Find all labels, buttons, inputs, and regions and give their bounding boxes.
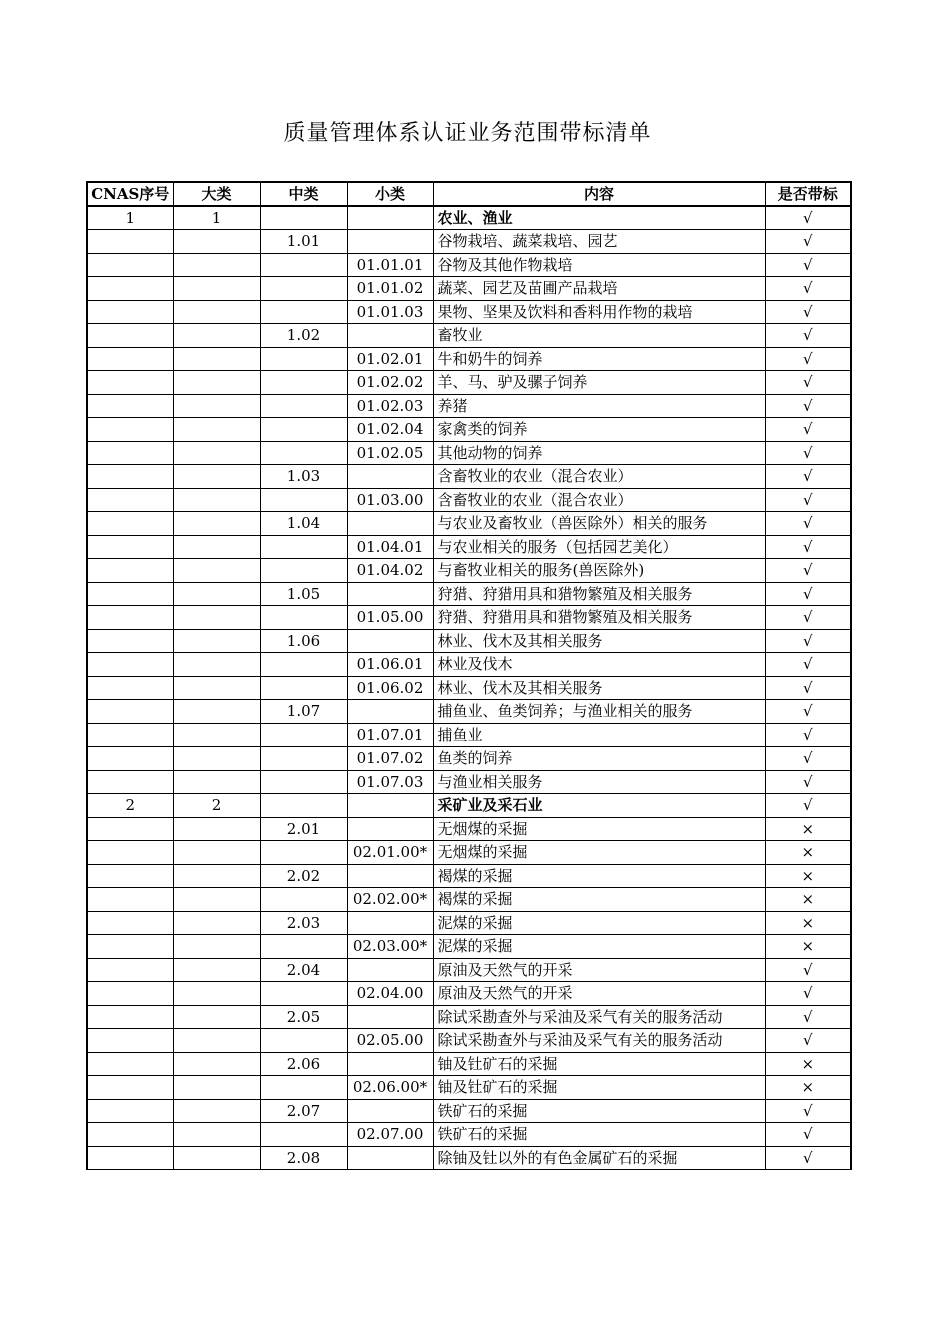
mark-flag-cell: √ <box>765 441 851 465</box>
header-content: 内容 <box>433 182 765 206</box>
small-category-cell <box>347 1005 433 1029</box>
cnas-cell <box>87 770 173 794</box>
table-row <box>87 794 851 818</box>
content-cell: 林业及伐木 <box>433 653 765 677</box>
large-category-cell <box>173 1099 260 1123</box>
mid-category-cell: 1.02 <box>260 324 347 348</box>
large-category-cell <box>173 653 260 677</box>
mid-category-cell: 2.06 <box>260 1052 347 1076</box>
content-cell: 含畜牧业的农业（混合农业） <box>433 488 765 512</box>
large-category-cell <box>173 1005 260 1029</box>
cnas-cell <box>87 347 173 371</box>
mark-flag-cell: √ <box>765 324 851 348</box>
cnas-cell <box>87 1123 173 1147</box>
mid-category-cell <box>260 371 347 395</box>
cnas-cell <box>87 723 173 747</box>
content-cell: 羊、马、驴及骡子饲养 <box>433 371 765 395</box>
large-category-cell <box>173 418 260 442</box>
mid-category-cell: 2.07 <box>260 1099 347 1123</box>
cnas-cell <box>87 1052 173 1076</box>
large-category-cell <box>173 676 260 700</box>
large-category-cell <box>173 394 260 418</box>
table-row <box>87 606 851 630</box>
small-category-cell <box>347 512 433 536</box>
table-row <box>87 559 851 583</box>
mid-category-cell: 1.07 <box>260 700 347 724</box>
cnas-cell <box>87 488 173 512</box>
large-category-cell <box>173 770 260 794</box>
large-category-cell <box>173 441 260 465</box>
large-category-cell <box>173 488 260 512</box>
content-cell: 无烟煤的采掘 <box>433 841 765 865</box>
mid-category-cell <box>260 770 347 794</box>
table-row <box>87 1029 851 1053</box>
large-category-cell: 2 <box>173 794 260 818</box>
large-category-cell <box>173 723 260 747</box>
content-cell: 农业、渔业 <box>433 206 765 230</box>
small-category-cell <box>347 582 433 606</box>
content-cell: 采矿业及采石业 <box>433 794 765 818</box>
content-cell: 养猪 <box>433 394 765 418</box>
small-category-cell <box>347 206 433 230</box>
mid-category-cell <box>260 794 347 818</box>
cnas-cell <box>87 958 173 982</box>
mid-category-cell: 2.05 <box>260 1005 347 1029</box>
mid-category-cell <box>260 1123 347 1147</box>
small-category-cell: 01.01.03 <box>347 300 433 324</box>
header-mid-category: 中类 <box>260 182 347 206</box>
table-body <box>87 206 851 1170</box>
large-category-cell <box>173 512 260 536</box>
table-row <box>87 253 851 277</box>
small-category-cell: 01.04.01 <box>347 535 433 559</box>
large-category-cell <box>173 841 260 865</box>
content-cell: 除试采勘查外与采油及采气有关的服务活动 <box>433 1005 765 1029</box>
content-cell: 无烟煤的采掘 <box>433 817 765 841</box>
large-category-cell <box>173 230 260 254</box>
mid-category-cell: 2.04 <box>260 958 347 982</box>
mark-flag-cell: √ <box>765 253 851 277</box>
mid-category-cell <box>260 935 347 959</box>
table-row <box>87 277 851 301</box>
small-category-cell <box>347 1052 433 1076</box>
small-category-cell: 01.02.02 <box>347 371 433 395</box>
content-cell: 畜牧业 <box>433 324 765 348</box>
mid-category-cell: 1.05 <box>260 582 347 606</box>
small-category-cell <box>347 465 433 489</box>
mark-flag-cell: × <box>765 1052 851 1076</box>
table-row <box>87 347 851 371</box>
large-category-cell <box>173 535 260 559</box>
content-cell: 含畜牧业的农业（混合农业） <box>433 465 765 489</box>
content-cell: 原油及天然气的开采 <box>433 958 765 982</box>
mid-category-cell <box>260 982 347 1006</box>
mark-flag-cell: × <box>765 935 851 959</box>
table-row <box>87 206 851 230</box>
mark-flag-cell: √ <box>765 1123 851 1147</box>
large-category-cell <box>173 911 260 935</box>
large-category-cell <box>173 958 260 982</box>
mark-flag-cell: √ <box>765 1146 851 1170</box>
table-row <box>87 629 851 653</box>
mark-flag-cell: × <box>765 911 851 935</box>
large-category-cell <box>173 935 260 959</box>
large-category-cell <box>173 1076 260 1100</box>
mid-category-cell <box>260 253 347 277</box>
cnas-cell <box>87 606 173 630</box>
mark-flag-cell: √ <box>765 277 851 301</box>
small-category-cell <box>347 817 433 841</box>
header-mark-flag: 是否带标 <box>765 182 851 206</box>
large-category-cell <box>173 559 260 583</box>
mark-flag-cell: √ <box>765 1029 851 1053</box>
cnas-cell <box>87 629 173 653</box>
table-row <box>87 864 851 888</box>
table-row <box>87 935 851 959</box>
table-row <box>87 230 851 254</box>
small-category-cell <box>347 958 433 982</box>
content-cell: 狩猎、狩猎用具和猎物繁殖及相关服务 <box>433 606 765 630</box>
small-category-cell: 01.02.05 <box>347 441 433 465</box>
table-row <box>87 394 851 418</box>
table-row <box>87 1146 851 1170</box>
mid-category-cell <box>260 277 347 301</box>
content-cell: 林业、伐木及其相关服务 <box>433 629 765 653</box>
mark-flag-cell: × <box>765 1076 851 1100</box>
table-row <box>87 770 851 794</box>
mark-flag-cell: √ <box>765 535 851 559</box>
cnas-cell <box>87 817 173 841</box>
content-cell: 除铀及钍以外的有色金属矿石的采掘 <box>433 1146 765 1170</box>
small-category-cell: 01.02.04 <box>347 418 433 442</box>
mid-category-cell <box>260 347 347 371</box>
mark-flag-cell: √ <box>765 418 851 442</box>
cnas-cell <box>87 1029 173 1053</box>
table-row <box>87 465 851 489</box>
mid-category-cell <box>260 559 347 583</box>
content-cell: 与畜牧业相关的服务(兽医除外) <box>433 559 765 583</box>
large-category-cell <box>173 253 260 277</box>
small-category-cell: 01.06.01 <box>347 653 433 677</box>
table-row <box>87 841 851 865</box>
cnas-cell: 2 <box>87 794 173 818</box>
content-cell: 谷物栽培、蔬菜栽培、园艺 <box>433 230 765 254</box>
small-category-cell <box>347 864 433 888</box>
cnas-cell <box>87 230 173 254</box>
large-category-cell <box>173 324 260 348</box>
cnas-cell <box>87 700 173 724</box>
mark-flag-cell: √ <box>765 394 851 418</box>
table-row <box>87 982 851 1006</box>
mid-category-cell: 1.06 <box>260 629 347 653</box>
content-cell: 捕鱼业 <box>433 723 765 747</box>
small-category-cell: 02.06.00* <box>347 1076 433 1100</box>
large-category-cell <box>173 606 260 630</box>
mark-flag-cell: √ <box>765 770 851 794</box>
scope-table <box>86 181 852 1170</box>
table-row <box>87 488 851 512</box>
content-cell: 铀及钍矿石的采掘 <box>433 1052 765 1076</box>
table-row <box>87 1076 851 1100</box>
content-cell: 除试采勘查外与采油及采气有关的服务活动 <box>433 1029 765 1053</box>
large-category-cell <box>173 817 260 841</box>
mid-category-cell: 1.04 <box>260 512 347 536</box>
large-category-cell <box>173 1146 260 1170</box>
cnas-cell <box>87 935 173 959</box>
cnas-cell <box>87 277 173 301</box>
content-cell: 泥煤的采掘 <box>433 911 765 935</box>
small-category-cell: 02.03.00* <box>347 935 433 959</box>
table-row <box>87 1052 851 1076</box>
table-row <box>87 1123 851 1147</box>
table-row <box>87 582 851 606</box>
mid-category-cell: 2.02 <box>260 864 347 888</box>
mark-flag-cell: × <box>765 817 851 841</box>
content-cell: 林业、伐木及其相关服务 <box>433 676 765 700</box>
mark-flag-cell: √ <box>765 747 851 771</box>
table-row <box>87 1099 851 1123</box>
small-category-cell: 01.02.01 <box>347 347 433 371</box>
cnas-cell: 1 <box>87 206 173 230</box>
cnas-cell <box>87 911 173 935</box>
content-cell: 铁矿石的采掘 <box>433 1123 765 1147</box>
cnas-cell <box>87 324 173 348</box>
table-row <box>87 723 851 747</box>
table-row <box>87 1005 851 1029</box>
mid-category-cell <box>260 723 347 747</box>
large-category-cell <box>173 700 260 724</box>
cnas-cell <box>87 747 173 771</box>
content-cell: 家禽类的饲养 <box>433 418 765 442</box>
cnas-cell <box>87 300 173 324</box>
small-category-cell <box>347 1146 433 1170</box>
content-cell: 与农业相关的服务（包括园艺美化） <box>433 535 765 559</box>
mark-flag-cell: √ <box>765 465 851 489</box>
large-category-cell <box>173 1052 260 1076</box>
content-cell: 与渔业相关服务 <box>433 770 765 794</box>
mid-category-cell: 1.03 <box>260 465 347 489</box>
cnas-cell <box>87 582 173 606</box>
small-category-cell: 01.07.02 <box>347 747 433 771</box>
mark-flag-cell: √ <box>765 488 851 512</box>
mark-flag-cell: √ <box>765 723 851 747</box>
mid-category-cell <box>260 206 347 230</box>
cnas-cell <box>87 371 173 395</box>
content-cell: 铁矿石的采掘 <box>433 1099 765 1123</box>
mid-category-cell: 2.01 <box>260 817 347 841</box>
content-cell: 铀及钍矿石的采掘 <box>433 1076 765 1100</box>
mid-category-cell <box>260 1076 347 1100</box>
mid-category-cell <box>260 441 347 465</box>
page-title: 质量管理体系认证业务范围带标清单 <box>283 121 652 146</box>
mark-flag-cell: √ <box>765 512 851 536</box>
mark-flag-cell: √ <box>765 230 851 254</box>
mid-category-cell <box>260 841 347 865</box>
table-row <box>87 911 851 935</box>
mid-category-cell <box>260 888 347 912</box>
large-category-cell <box>173 982 260 1006</box>
small-category-cell: 02.05.00 <box>347 1029 433 1053</box>
cnas-cell <box>87 676 173 700</box>
small-category-cell: 01.02.03 <box>347 394 433 418</box>
large-category-cell <box>173 747 260 771</box>
large-category-cell <box>173 277 260 301</box>
small-category-cell: 01.06.02 <box>347 676 433 700</box>
mark-flag-cell: √ <box>765 582 851 606</box>
cnas-cell <box>87 394 173 418</box>
mid-category-cell <box>260 1029 347 1053</box>
mark-flag-cell: √ <box>765 676 851 700</box>
cnas-cell <box>87 512 173 536</box>
content-cell: 褐煤的采掘 <box>433 864 765 888</box>
header-small-category: 小类 <box>347 182 433 206</box>
small-category-cell: 02.07.00 <box>347 1123 433 1147</box>
large-category-cell <box>173 582 260 606</box>
mid-category-cell <box>260 747 347 771</box>
small-category-cell <box>347 794 433 818</box>
small-category-cell: 02.01.00* <box>347 841 433 865</box>
cnas-cell <box>87 864 173 888</box>
cnas-cell <box>87 888 173 912</box>
cnas-cell <box>87 418 173 442</box>
content-cell: 与农业及畜牧业（兽医除外）相关的服务 <box>433 512 765 536</box>
mid-category-cell <box>260 535 347 559</box>
cnas-cell <box>87 653 173 677</box>
cnas-cell <box>87 253 173 277</box>
mark-flag-cell: √ <box>765 371 851 395</box>
large-category-cell <box>173 300 260 324</box>
content-cell: 鱼类的饲养 <box>433 747 765 771</box>
content-cell: 牛和奶牛的饲养 <box>433 347 765 371</box>
large-category-cell <box>173 629 260 653</box>
cnas-cell <box>87 441 173 465</box>
table-row <box>87 418 851 442</box>
large-category-cell <box>173 888 260 912</box>
mark-flag-cell: √ <box>765 794 851 818</box>
mid-category-cell: 2.08 <box>260 1146 347 1170</box>
large-category-cell <box>173 864 260 888</box>
table-row <box>87 817 851 841</box>
cnas-cell <box>87 1005 173 1029</box>
mid-category-cell <box>260 606 347 630</box>
table-row <box>87 371 851 395</box>
cnas-cell <box>87 559 173 583</box>
small-category-cell: 01.03.00 <box>347 488 433 512</box>
small-category-cell: 02.02.00* <box>347 888 433 912</box>
large-category-cell <box>173 347 260 371</box>
table-row <box>87 888 851 912</box>
table-row <box>87 535 851 559</box>
mark-flag-cell: × <box>765 864 851 888</box>
small-category-cell: 01.07.01 <box>347 723 433 747</box>
small-category-cell: 01.04.02 <box>347 559 433 583</box>
mark-flag-cell: √ <box>765 347 851 371</box>
large-category-cell <box>173 1029 260 1053</box>
small-category-cell: 01.01.01 <box>347 253 433 277</box>
cnas-cell <box>87 1099 173 1123</box>
mark-flag-cell: × <box>765 841 851 865</box>
table-row <box>87 958 851 982</box>
mark-flag-cell: √ <box>765 559 851 583</box>
table-row <box>87 512 851 536</box>
small-category-cell: 02.04.00 <box>347 982 433 1006</box>
content-cell: 狩猎、狩猎用具和猎物繁殖及相关服务 <box>433 582 765 606</box>
mark-flag-cell: √ <box>765 653 851 677</box>
table-row <box>87 700 851 724</box>
content-cell: 蔬菜、园艺及苗圃产品栽培 <box>433 277 765 301</box>
table-row <box>87 324 851 348</box>
small-category-cell <box>347 629 433 653</box>
content-cell: 其他动物的饲养 <box>433 441 765 465</box>
mark-flag-cell: √ <box>765 982 851 1006</box>
content-cell: 谷物及其他作物栽培 <box>433 253 765 277</box>
small-category-cell: 01.01.02 <box>347 277 433 301</box>
mid-category-cell <box>260 300 347 324</box>
mid-category-cell <box>260 418 347 442</box>
mid-category-cell <box>260 676 347 700</box>
cnas-cell <box>87 982 173 1006</box>
mark-flag-cell: × <box>765 888 851 912</box>
table-header-row <box>87 182 851 206</box>
content-cell: 果物、坚果及饮料和香料用作物的栽培 <box>433 300 765 324</box>
table-row <box>87 747 851 771</box>
small-category-cell: 01.05.00 <box>347 606 433 630</box>
mid-category-cell: 1.01 <box>260 230 347 254</box>
mark-flag-cell: √ <box>765 958 851 982</box>
mark-flag-cell: √ <box>765 629 851 653</box>
content-cell: 泥煤的采掘 <box>433 935 765 959</box>
cnas-cell <box>87 1076 173 1100</box>
mid-category-cell <box>260 488 347 512</box>
mark-flag-cell: √ <box>765 606 851 630</box>
mark-flag-cell: √ <box>765 700 851 724</box>
content-cell: 捕鱼业、鱼类饲养；与渔业相关的服务 <box>433 700 765 724</box>
mid-category-cell <box>260 394 347 418</box>
mid-category-cell: 2.03 <box>260 911 347 935</box>
large-category-cell <box>173 1123 260 1147</box>
large-category-cell <box>173 371 260 395</box>
small-category-cell <box>347 230 433 254</box>
mid-category-cell <box>260 653 347 677</box>
small-category-cell <box>347 700 433 724</box>
cnas-cell <box>87 535 173 559</box>
mark-flag-cell: √ <box>765 300 851 324</box>
mark-flag-cell: √ <box>765 1005 851 1029</box>
cnas-cell <box>87 841 173 865</box>
table-row <box>87 676 851 700</box>
mark-flag-cell: √ <box>765 1099 851 1123</box>
header-cnas: CNAS序号 <box>87 182 173 206</box>
cnas-cell <box>87 1146 173 1170</box>
small-category-cell <box>347 1099 433 1123</box>
table-row <box>87 653 851 677</box>
table-row <box>87 300 851 324</box>
small-category-cell <box>347 324 433 348</box>
large-category-cell: 1 <box>173 206 260 230</box>
table-row <box>87 441 851 465</box>
small-category-cell <box>347 911 433 935</box>
small-category-cell: 01.07.03 <box>347 770 433 794</box>
large-category-cell <box>173 465 260 489</box>
mark-flag-cell: √ <box>765 206 851 230</box>
cnas-cell <box>87 465 173 489</box>
content-cell: 褐煤的采掘 <box>433 888 765 912</box>
content-cell: 原油及天然气的开采 <box>433 982 765 1006</box>
header-large-category: 大类 <box>173 182 260 206</box>
